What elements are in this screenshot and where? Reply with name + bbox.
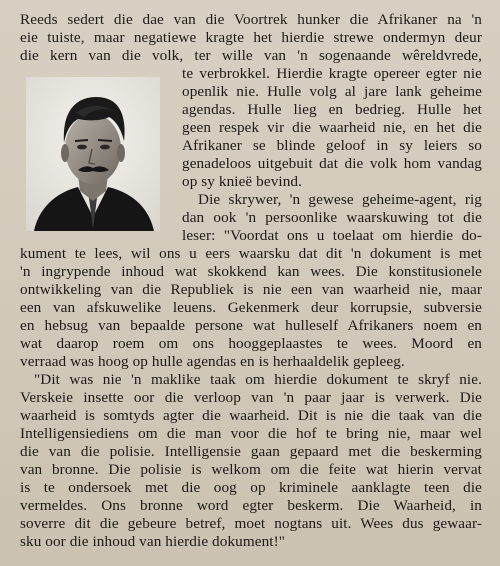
text-line: die kern van die volk, ter wille van 'n sogenaande wêreldvrede,: [20, 47, 482, 64]
text-line: leser: "Voordat ons u toelaat om hierdie do-: [182, 227, 482, 244]
text-line: ontwikkeling van die Republiek is nie een van waarheid nie, maar: [20, 281, 482, 298]
text-line: "Dit was nie 'n maklike taak om hierdie dokument te skryf nie.: [34, 371, 482, 388]
text-line: wat daarop roem om ons hooggeplaastes te wees. Moord en: [20, 335, 482, 352]
text-line: genadeloos uitgebuit dat die volk hom vandag: [182, 155, 482, 172]
text-line: die van die polisie. Intelligensie gaan gepaard met die beskerming: [20, 443, 482, 460]
text-line: geen respek vir die waarheid nie, en het die: [182, 119, 482, 136]
text-line: en hebsug van bepaalde persone wat hulleself Afrikaners noem en: [20, 317, 482, 334]
text-line: agendas. Hulle lieg en bedrieg. Hulle het: [182, 101, 482, 118]
portrait-photo-icon: [26, 77, 160, 231]
text-line: waarheid is somtyds agter die waarheid. Dit is nie die taak van die: [20, 407, 482, 424]
text-line: een van afskuwelike leuens. Gekenmerk deur korrupsie, subversie: [20, 299, 482, 316]
text-line: te verbrokkel. Hierdie kragte opereer egter nie: [182, 65, 482, 82]
text-line: kument te lees, wil ons u eers waarsku dat dit 'n dokument is met: [20, 245, 482, 262]
text-line: sku oor die inhoud van hierdie dokument!": [20, 533, 286, 550]
text-line: soverre dit die gebeure betref, moet nogtans uit. Wees dus gewaar-: [20, 515, 482, 532]
text-line: Reeds sedert die dae van die Voortrek hunker die Afrikaner na 'n: [20, 11, 482, 28]
text-line: Die skrywer, 'n gewese geheime-agent, rig: [198, 191, 482, 208]
text-line: vermeldes. Ons bronne word egter beskerm. Die Waarheid, in: [20, 497, 482, 514]
text-line: Afrikaner se blinde geloof in sy leiers so: [182, 137, 482, 154]
text-line: Intelligensiediens om die man voor die hof te bring nie, maar wel: [20, 425, 482, 442]
text-line: Verskeie insette oor die verloop van 'n paar jaar is verwerk. Die: [20, 389, 482, 406]
text-line: openlik nie. Hulle volg al jare lank geheime: [182, 83, 482, 100]
text-line: van bronne. Die polisie is welkom om die feite wat hierin vervat: [20, 461, 482, 478]
text-line: op sy knieë bevind.: [182, 173, 303, 190]
text-line: dan ook 'n persoonlike waarskuwing tot die: [182, 209, 482, 226]
text-line: eie tuiste, maar negatiewe kragte het hierdie strewe ondermyn deur: [20, 29, 482, 46]
text-line: verraad was hoog op hulle agendas en is herhaaldelik gepleeg.: [20, 353, 405, 370]
text-line: is te ondersoek met die oog op kriminele aanklagte teen die: [20, 479, 482, 496]
author-portrait-photo: [26, 77, 160, 231]
text-line: 'n ingrypende inhoud wat skokkend kan wees. Die konstitusionele: [20, 263, 482, 280]
